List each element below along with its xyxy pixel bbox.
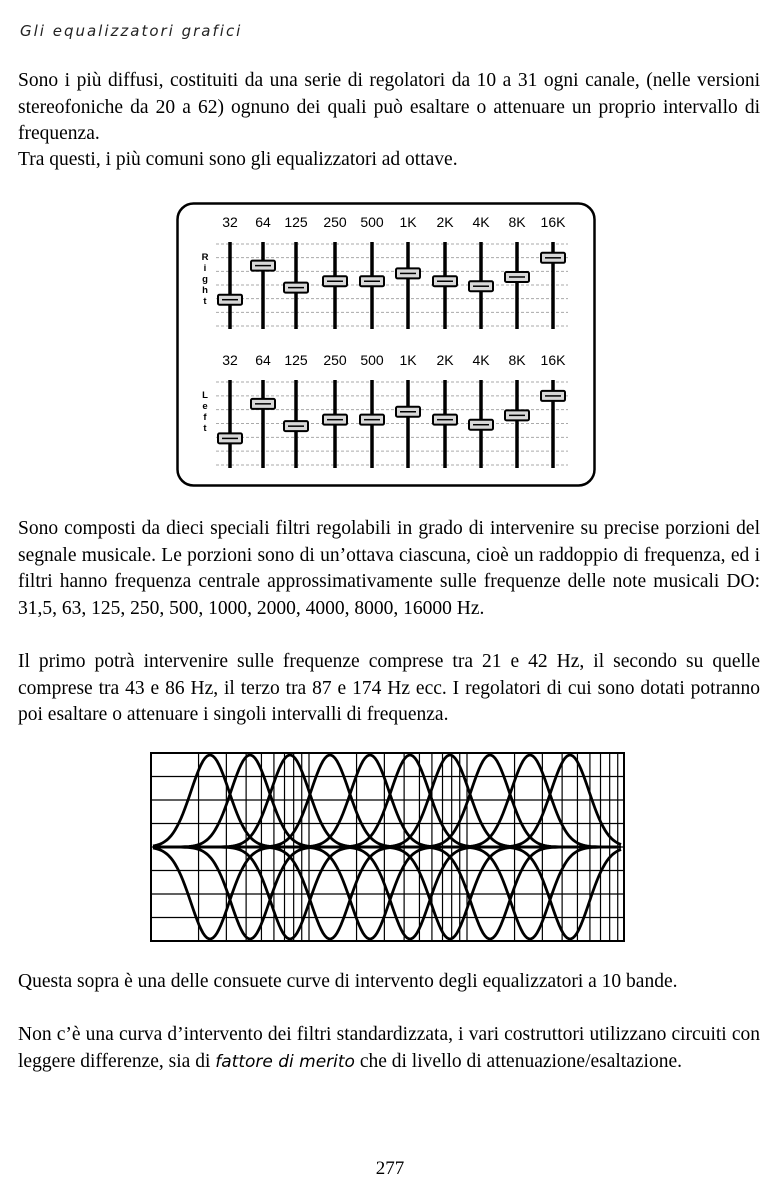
closing-paragraph-1: Questa sopra è una delle consuete curve di intervento degli equalizzatori a 10 bande. (18, 971, 678, 992)
band-label: 1K (399, 214, 417, 230)
band-label: 16K (540, 352, 566, 368)
closing-text-end: che di livello di attenuazione/esaltazione. (354, 1050, 682, 1072)
band-label: 4K (472, 214, 490, 230)
channel-label: R i g h t (201, 252, 209, 307)
closing-paragraph-2 (18, 1022, 760, 1075)
band-label: 2K (436, 352, 454, 368)
band-label: 32 (222, 352, 238, 368)
band-label: 250 (323, 352, 347, 368)
intro-paragraph-2: Tra questi, i più comuni sono gli equalizzatori ad ottave. (18, 149, 458, 170)
intro-paragraph-1: Sono i più diffusi, costituiti da una serie di regolatori da 10 a 31 ogni canale, (nelle versioni stereofoniche da 20 a 62) ognuno dei quali può esaltare o attenuare un proprio intervallo di frequenza. (18, 70, 760, 144)
closing-text-start: Non c’è una curva d’intervento dei filtri standardizzata, i vari costruttori utilizzano circuiti con leggere differenze, sia di (18, 1024, 760, 1072)
band-label: 64 (255, 214, 271, 230)
boost-curve (153, 755, 621, 847)
page-number: 277 (375, 1158, 405, 1179)
band-label: 2K (436, 214, 454, 230)
band-label: 1K (399, 352, 417, 368)
body-paragraph-2: Il primo potrà intervenire sulle frequenze comprese tra 21 e 42 Hz, il secondo su quelle comprese tra 43 e 86 Hz, il terzo tra 87 e 174 Hz ecc. I regolatori di cui sono dotati potranno poi esaltare o attenuare i singoli intervalli di frequenza. (18, 651, 760, 725)
merit-factor-term: fattore di merito (215, 1051, 355, 1072)
running-header: Gli equalizzatori grafici (20, 22, 243, 40)
cut-curve (153, 847, 621, 939)
body-paragraph-1: Sono composti da dieci speciali filtri regolabili in grado di intervenire su precise porzioni del segnale musicale. Le porzioni sono di un’ottava ciascuna, cioè un raddoppio di frequenza, ed i filtri hanno frequenza centrale approssimativamente sulle frequenze delle note musicali DO: 31,5, 63, 125, 250, 500, 1000, 2000, 4000, 8000, 16000 Hz. (18, 518, 760, 619)
band-label: 16K (540, 214, 566, 230)
band-label: 500 (360, 214, 384, 230)
band-label: 32 (222, 214, 238, 230)
band-label: 64 (255, 352, 271, 368)
band-label: 250 (323, 214, 347, 230)
channel-label: L e f t (202, 390, 208, 434)
band-label: 8K (508, 352, 526, 368)
band-label: 4K (472, 352, 490, 368)
band-label: 8K (508, 214, 526, 230)
graphic-equalizer-figure (176, 202, 596, 487)
band-label: 500 (360, 352, 384, 368)
band-label: 125 (284, 214, 308, 230)
filter-response-chart (150, 752, 625, 942)
band-label: 125 (284, 352, 308, 368)
